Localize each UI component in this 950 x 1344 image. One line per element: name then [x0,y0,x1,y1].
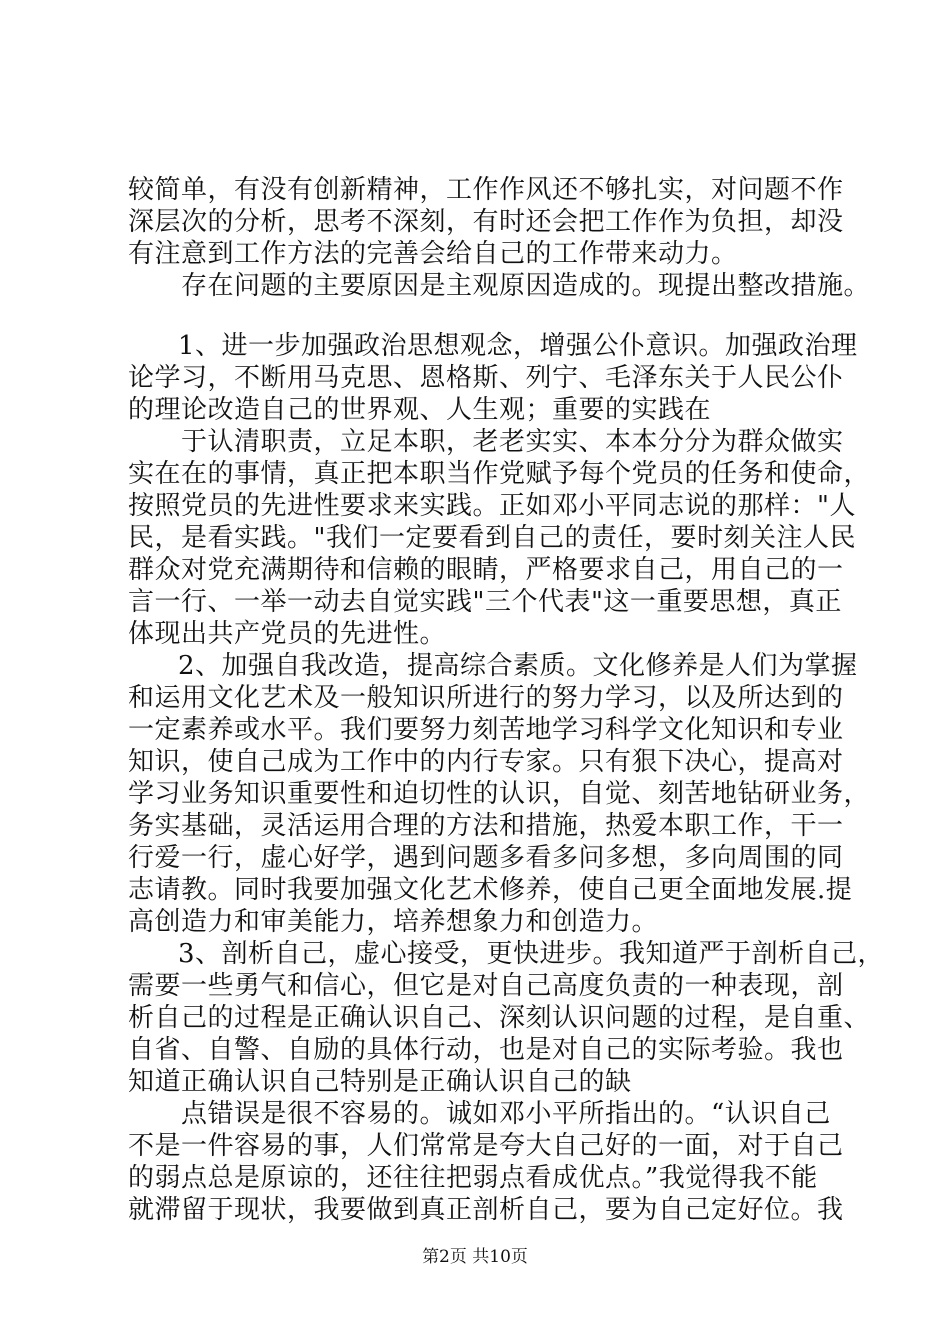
text-line: 深层次的分析，思考不深刻，有时还会把工作作为负担，却没 [128,207,844,237]
text-line: 2、加强自我改造，提高综合素质。文化修养是人们为掌握 [178,651,858,681]
page-number-footer: 第2页 共10页 [422,1247,528,1267]
text-line: 3、剖析自己，虚心接受，更快进步。我知道严于剖析自己， [178,939,885,969]
text-line: 体现出共产党员的先进性。 [128,619,447,649]
text-line: 群众对党充满期待和信赖的眼睛，严格要求自己，用自己的一 [128,555,844,585]
text-line: 有注意到工作方法的完善会给自己的工作带来动力。 [128,239,738,269]
text-line: 知道正确认识自己特别是正确认识自己的缺 [128,1067,632,1097]
text-line: 自省、自警、自励的具体行动，也是对自己的实际考验。我也 [128,1035,844,1065]
text-line: 务实基础，灵活运用合理的方法和措施，热爱本职工作，干一 [128,811,844,841]
text-line: 析自己的过程是正确认识自己、深刻认识问题的过程，是自重、 [128,1003,871,1033]
text-line: 行爱一行，虚心好学，遇到问题多看多问多想，多向周围的同 [128,843,844,873]
text-line: 知识，使自己成为工作中的内行专家。只有狠下决心，提高对 [128,747,844,777]
text-line: 实在在的事情，真正把本职当作党赋予每个党员的任务和使命， [128,459,871,489]
text-line: 的理论改造自己的世界观、人生观；重要的实践在 [128,395,712,425]
text-line: 存在问题的主要原因是主观原因造成的。现提出整改措施。 [181,271,871,301]
text-line: 较简单，有没有创新精神，工作作风还不够扎实，对问题不作 [128,175,844,205]
text-line: 志请教。同时我要加强文化艺术修养，使自己更全面地发展.提 [128,875,853,905]
text-line: 点错误是很不容易的。诚如邓小平所指出的。“认识自己 [181,1099,831,1129]
text-line: 论学习，不断用马克思、恩格斯、列宁、毛泽东关于人民公仆 [128,363,844,393]
text-line: 于认清职责，立足本职，老老实实、本本分分为群众做实 [181,427,844,457]
text-line: 1、进一步加强政治思想观念，增强公仆意识。加强政治理 [178,331,858,361]
text-line: 学习业务知识重要性和迫切性的认识，自觉、刻苦地钻研业务， [128,779,871,809]
text-line: 言一行、一举一动去自觉实践"三个代表"这一重要思想，真正 [128,587,842,617]
text-line: 和运用文化艺术及一般知识所进行的努力学习，以及所达到的 [128,683,844,713]
text-line: 按照党员的先进性要求来实践。正如邓小平同志说的那样："人 [128,491,856,521]
text-line: 需要一些勇气和信心，但它是对自己高度负责的一种表现，剖 [128,971,844,1001]
text-line: 的弱点总是原谅的，还往往把弱点看成优点。”我觉得我不能 [128,1163,818,1193]
text-line: 就滞留于现状，我要做到真正剖析自己，要为自己定好位。我 [128,1195,844,1225]
text-line: 民，是看实践。"我们一定要看到自己的责任，要时刻关注人民 [128,523,856,553]
text-line: 高创造力和审美能力，培养想象力和创造力。 [128,907,659,937]
text-line: 不是一件容易的事，人们常常是夸大自己好的一面，对于自己 [128,1131,844,1161]
text-line: 一定素养或水平。我们要努力刻苦地学习科学文化知识和专业 [128,715,844,745]
